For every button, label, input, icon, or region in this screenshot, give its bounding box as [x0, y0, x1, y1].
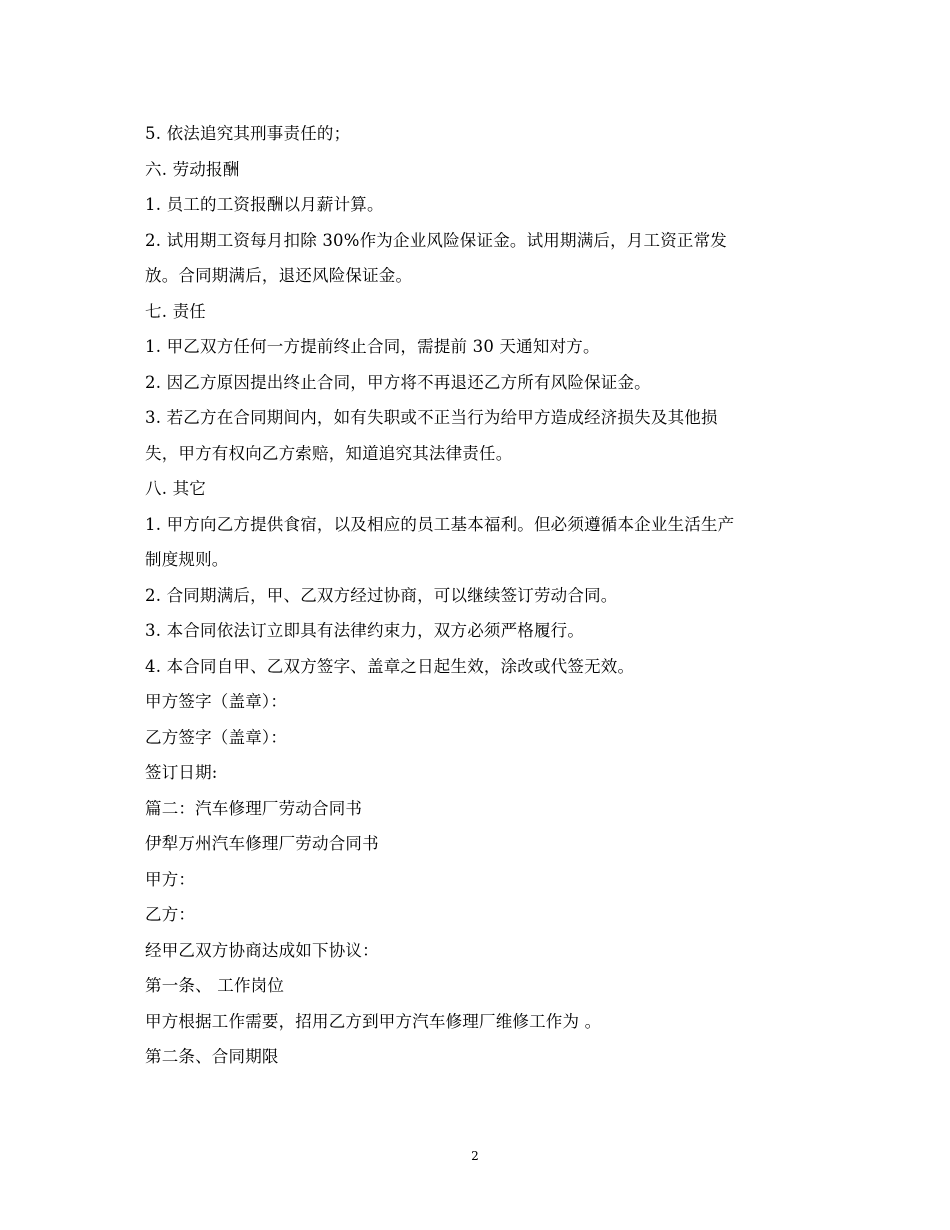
party-a-line: 甲方： — [145, 869, 196, 889]
text-line: 1. 甲方向乙方提供食宿，以及相应的员工基本福利。但必须遵循本企业生活生产 — [145, 514, 735, 534]
text-line: 2. 合同期满后，甲、乙双方经过协商，可以继续签订劳动合同。 — [145, 585, 618, 605]
text-line: 放。合同期满后，退还风险保证金。 — [145, 266, 413, 285]
signature-line-party-b: 乙方签字（盖章）： — [145, 727, 288, 747]
body-text — [145, 116, 825, 1075]
text-line: 甲方根据工作需要，招用乙方到甲方汽车修理厂维修工作为 。 — [145, 1011, 602, 1031]
text-line: 3. 若乙方在合同期间内，如有失职或不正当行为给甲方造成经济损失及其他损 — [145, 408, 718, 427]
text-line: 1. 甲乙双方任何一方提前终止合同，需提前 30 天通知对方。 — [145, 337, 600, 356]
signing-date-line: 签订日期: — [145, 763, 218, 782]
text-line: 2. 试用期工资每月扣除 30%作为企业风险保证金。试用期满后，月工资正常发 — [145, 230, 728, 250]
chapter-title: 篇二：汽车修理厂劳动合同书 — [145, 798, 363, 818]
section-heading: 八. 其它 — [145, 479, 206, 498]
text-line: 4. 本合同自甲、乙双方签字、盖章之日起生效，涂改或代签无效。 — [145, 656, 635, 676]
party-b-line: 乙方： — [145, 905, 196, 924]
page-number: 2 — [471, 1149, 479, 1163]
text-line: 2. 因乙方原因提出终止合同，甲方将不再退还乙方所有风险保证金。 — [145, 372, 651, 392]
article-heading: 第二条、合同期限 — [145, 1047, 279, 1066]
section-heading: 七. 责任 — [145, 301, 206, 321]
text-line: 1. 员工的工资报酬以月薪计算。 — [145, 195, 384, 214]
text-line: 制度规则。 — [145, 550, 229, 569]
text-line: 经甲乙双方协商达成如下协议： — [145, 940, 379, 960]
text-line: 3. 本合同依法订立即具有法律约束力，双方必须严格履行。 — [145, 621, 585, 640]
text-line: 5. 依法追究其刑事责任的； — [145, 124, 351, 143]
signature-line-party-a: 甲方签字（盖章）： — [145, 692, 288, 711]
article-heading: 第一条、 工作岗位 — [145, 976, 285, 995]
contract-title: 伊犁万州汽车修理厂劳动合同书 — [145, 834, 379, 853]
text-line: 失，甲方有权向乙方索赔，知道追究其法律责任。 — [145, 443, 513, 463]
section-heading: 六. 劳动报酬 — [145, 159, 240, 179]
